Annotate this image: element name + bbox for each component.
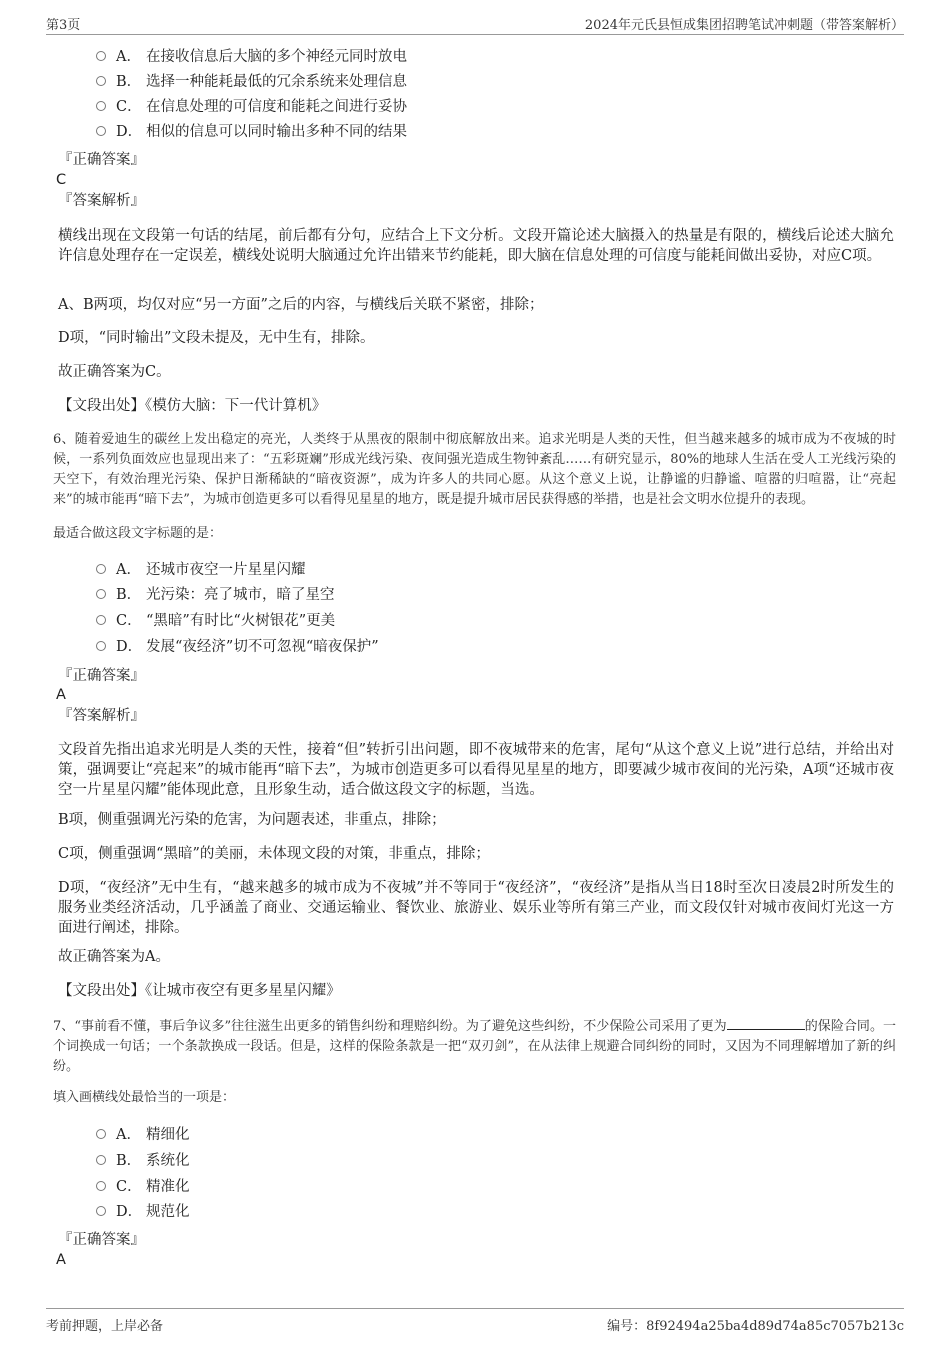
analysis-label: 『答案解析』 [58, 708, 145, 724]
radio-icon[interactable] [96, 564, 106, 574]
option-q7-d[interactable]: D． 规范化 [96, 1202, 190, 1222]
radio-icon[interactable] [96, 1129, 106, 1139]
option-q6-c[interactable]: C． “黑暗”有时比“火树银花”更美 [96, 611, 335, 631]
option-q7-b[interactable]: B． 系统化 [96, 1151, 190, 1171]
document-id: 编号：8f92494a25ba4d89d74a85c7057b213c [607, 1319, 904, 1334]
document-title: 2024年元氏县恒成集团招聘笔试冲刺题（带答案解析） [584, 18, 904, 33]
answer-label: 『正确答案』 [58, 1232, 145, 1248]
option-q5-a[interactable]: A． 在接收信息后大脑的多个神经元同时放电 [96, 47, 407, 67]
source-note: 【文段出处】《模仿大脑：下一代计算机》 [58, 398, 327, 414]
option-q7-c[interactable]: C． 精准化 [96, 1177, 190, 1197]
analysis-paragraph: D项，“夜经济”无中生有，“越来越多的城市成为不夜城”并不等同于“夜经济”，“夜经济”是指从当日18时至次日凌晨2时所发生的服务业类经济活动，几乎涵盖了商业、交通运输业、餐饮业、旅游业、娱乐业等所有第三产业，而文段仅针对城市夜间灯光这一方面进行阐述，排除。 [58, 880, 894, 936]
analysis-paragraph: 文段首先指出追求光明是人类的天性，接着“但”转折引出问题，即不夜城带来的危害，尾句“从这个意义上说”进行总结，并给出对策，强调要让“亮起来”的城市能再“暗下去”，为城市创造更多可以看得见星星的地方，即要减少城市夜间的光污染，A项“还城市夜空一片星星闪耀”能体现此意，且形象生动，适合做这段文字的标题，当选。 [58, 742, 894, 798]
answer-value: A [56, 1252, 66, 1268]
analysis-label: 『答案解析』 [58, 193, 145, 209]
option-q5-b[interactable]: B． 选择一种能耗最低的冗余系统来处理信息 [96, 72, 407, 92]
analysis-paragraph: A、B两项，均仅对应“另一方面”之后的内容，与横线后关联不紧密，排除； [58, 297, 544, 313]
question-prompt: 最适合做这段文字标题的是： [53, 526, 223, 541]
answer-value: A [56, 687, 66, 703]
radio-icon[interactable] [96, 615, 106, 625]
radio-icon[interactable] [96, 641, 106, 651]
option-q5-c[interactable]: C． 在信息处理的可信度和能耗之间进行妥协 [96, 97, 407, 117]
option-q6-d[interactable]: D． 发展“夜经济”切不可忽视“暗夜保护” [96, 637, 379, 657]
option-q6-b[interactable]: B． 光污染：亮了城市，暗了星空 [96, 585, 335, 605]
page-header [46, 14, 904, 35]
footer-slogan: 考前押题，上岸必备 [46, 1319, 164, 1334]
analysis-paragraph: B项，侧重强调光污染的危害，为问题表述，非重点，排除； [58, 812, 446, 828]
option-q5-d[interactable]: D． 相似的信息可以同时输出多种不同的结果 [96, 122, 407, 142]
analysis-paragraph: 故正确答案为C。 [58, 364, 171, 380]
answer-label: 『正确答案』 [58, 668, 145, 684]
question-prompt: 填入画横线处最恰当的一项是： [53, 1090, 236, 1105]
analysis-paragraph: 横线出现在文段第一句话的结尾，前后都有分句，应结合上下文分析。文段开篇论述大脑摄入的热量是有限的，横线后论述大脑允许信息处理存在一定误差，横线处说明大脑通过允许出错来节约能耗，即大脑在信息处理的可信度与能耗间做出妥协，对应C项。 [58, 228, 894, 264]
radio-icon[interactable] [96, 1155, 106, 1165]
page-footer [46, 1308, 904, 1333]
source-note: 【文段出处】《让城市夜空有更多星星闪耀》 [58, 983, 341, 999]
answer-value: C [56, 172, 67, 188]
page-number: 第3页 [46, 18, 81, 33]
answer-label: 『正确答案』 [58, 152, 145, 168]
option-q7-a[interactable]: A． 精细化 [96, 1125, 190, 1145]
radio-icon[interactable] [96, 126, 106, 136]
radio-icon[interactable] [96, 589, 106, 599]
fill-blank [727, 1015, 805, 1030]
radio-icon[interactable] [96, 51, 106, 61]
option-q6-a[interactable]: A． 还城市夜空一片星星闪耀 [96, 560, 306, 580]
analysis-paragraph: D项，“同时输出”文段未提及，无中生有，排除。 [58, 330, 375, 346]
analysis-paragraph: 故正确答案为A。 [58, 949, 170, 965]
radio-icon[interactable] [96, 1206, 106, 1216]
radio-icon[interactable] [96, 101, 106, 111]
radio-icon[interactable] [96, 1181, 106, 1191]
question-stem: 7、“事前看不懂，事后争议多”往往滋生出更多的销售纠纷和理赔纠纷。为了避免这些纠纷，不少保险公司采用了更为 的保险合同。一个词换成一句话；一个条款换成一段话。但是，这样的保险条款是一把“双刃剑”，在从法律上规避合同纠纷的同时，又因为不同理解增加了新的纠纷。 [53, 1015, 896, 1077]
question-stem: 6、随着爱迪生的碳丝上发出稳定的亮光，人类终于从黑夜的限制中彻底解放出来。追求光明是人类的天性，但当越来越多的城市成为不夜城的时候，一系列负面效应也显现出来了：“五彩斑斓”形成光线污染、夜间强光造成生物钟紊乱……有研究显示，80%的地球人生活在受人工光线污染的天空下，有效治理光污染、保护日渐稀缺的“暗夜资源”，成为许多人的共同心愿。从这个意义上说，让静谧的归静谧、喧嚣的归喧嚣，让“亮起来”的城市能再“暗下去”，为城市创造更多可以看得见星星的地方，既是提升城市居民获得感的举措，也是社会文明水位提升的表现。 [53, 432, 896, 507]
radio-icon[interactable] [96, 76, 106, 86]
analysis-paragraph: C项，侧重强调“黑暗”的美丽，未体现文段的对策，非重点，排除； [58, 846, 490, 862]
